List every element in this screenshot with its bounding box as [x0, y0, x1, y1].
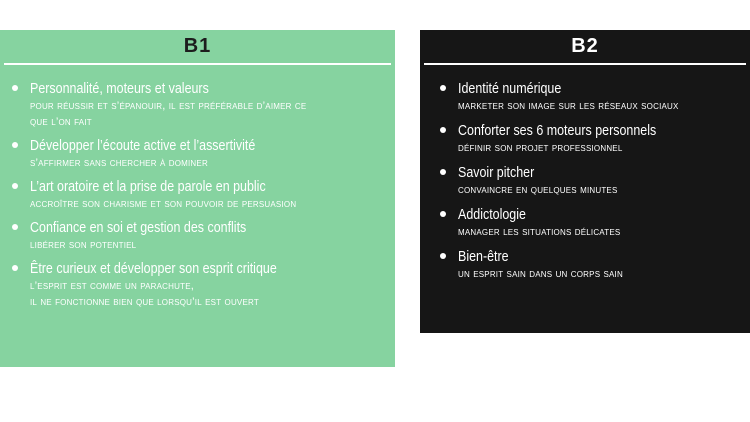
item-subtitle-line: que l’on fait [30, 116, 92, 128]
b1-list [0, 65, 395, 310]
item-title: Confiance en soi et gestion des conflits [30, 220, 247, 236]
item-title: Identité numérique [458, 81, 562, 97]
list-item [440, 122, 750, 156]
item-subtitle [458, 98, 750, 114]
item-title: Être curieux et développer son esprit critique [30, 261, 277, 277]
bullet-icon [440, 169, 446, 175]
item-subtitle-line: il ne fonctionne bien que lorsqu’il est ouvert [30, 296, 259, 308]
bullet-icon [440, 127, 446, 133]
item-subtitle-line: convaincre en quelques minutes [458, 184, 618, 196]
list-item [12, 80, 395, 130]
b1-heading: B1 [183, 35, 212, 57]
item-subtitle-line: accroître son charisme et son pouvoir de persuasion [30, 198, 297, 210]
list-item [12, 260, 395, 310]
bullet-icon [440, 85, 446, 91]
item-title: Savoir pitcher [458, 165, 535, 181]
item-subtitle [30, 278, 395, 310]
bullet-icon [440, 253, 446, 259]
item-subtitle-line: l’esprit est comme un parachute, [30, 280, 194, 292]
item-title: Personnalité, moteurs et valeurs [30, 81, 209, 97]
item-title: Développer l’écoute active et l’assertivité [30, 138, 256, 154]
item-subtitle-line: pour réussir et s’épanouir, il est préférable d’aimer ce [30, 100, 307, 112]
item-subtitle-line: marketer son image sur les réseaux sociaux [458, 100, 679, 112]
item-title: Bien-être [458, 249, 509, 265]
item-subtitle-line: libérer son potentiel [30, 239, 137, 251]
item-subtitle [458, 140, 750, 156]
b1-panel [0, 30, 395, 367]
bullet-icon [12, 85, 18, 91]
bullet-icon [12, 265, 18, 271]
item-title: L’art oratoire et la prise de parole en public [30, 179, 266, 195]
item-subtitle [458, 266, 750, 282]
item-subtitle [30, 155, 395, 171]
item-title: Conforter ses 6 moteurs personnels [458, 123, 657, 139]
item-subtitle [30, 98, 395, 130]
bullet-icon [12, 142, 18, 148]
bullet-icon [12, 183, 18, 189]
b2-heading: B2 [571, 35, 599, 57]
list-item [440, 164, 750, 198]
item-subtitle [458, 224, 750, 240]
list-item [440, 248, 750, 282]
item-subtitle-line: un esprit sain dans un corps sain [458, 268, 623, 280]
item-subtitle [458, 182, 750, 198]
list-item [12, 219, 395, 253]
item-title: Addictologie [458, 207, 526, 223]
list-item [12, 178, 395, 212]
b2-list [420, 65, 750, 282]
list-item [440, 206, 750, 240]
b2-panel [420, 30, 750, 333]
list-item [440, 80, 750, 114]
bullet-icon [440, 211, 446, 217]
item-subtitle [30, 196, 395, 212]
item-subtitle-line: manager les situations délicates [458, 226, 621, 238]
item-subtitle [30, 237, 395, 253]
list-item [12, 137, 395, 171]
bullet-icon [12, 224, 18, 230]
item-subtitle-line: définir son projet professionnel [458, 142, 623, 154]
item-subtitle-line: s’affirmer sans chercher à dominer [30, 157, 208, 169]
